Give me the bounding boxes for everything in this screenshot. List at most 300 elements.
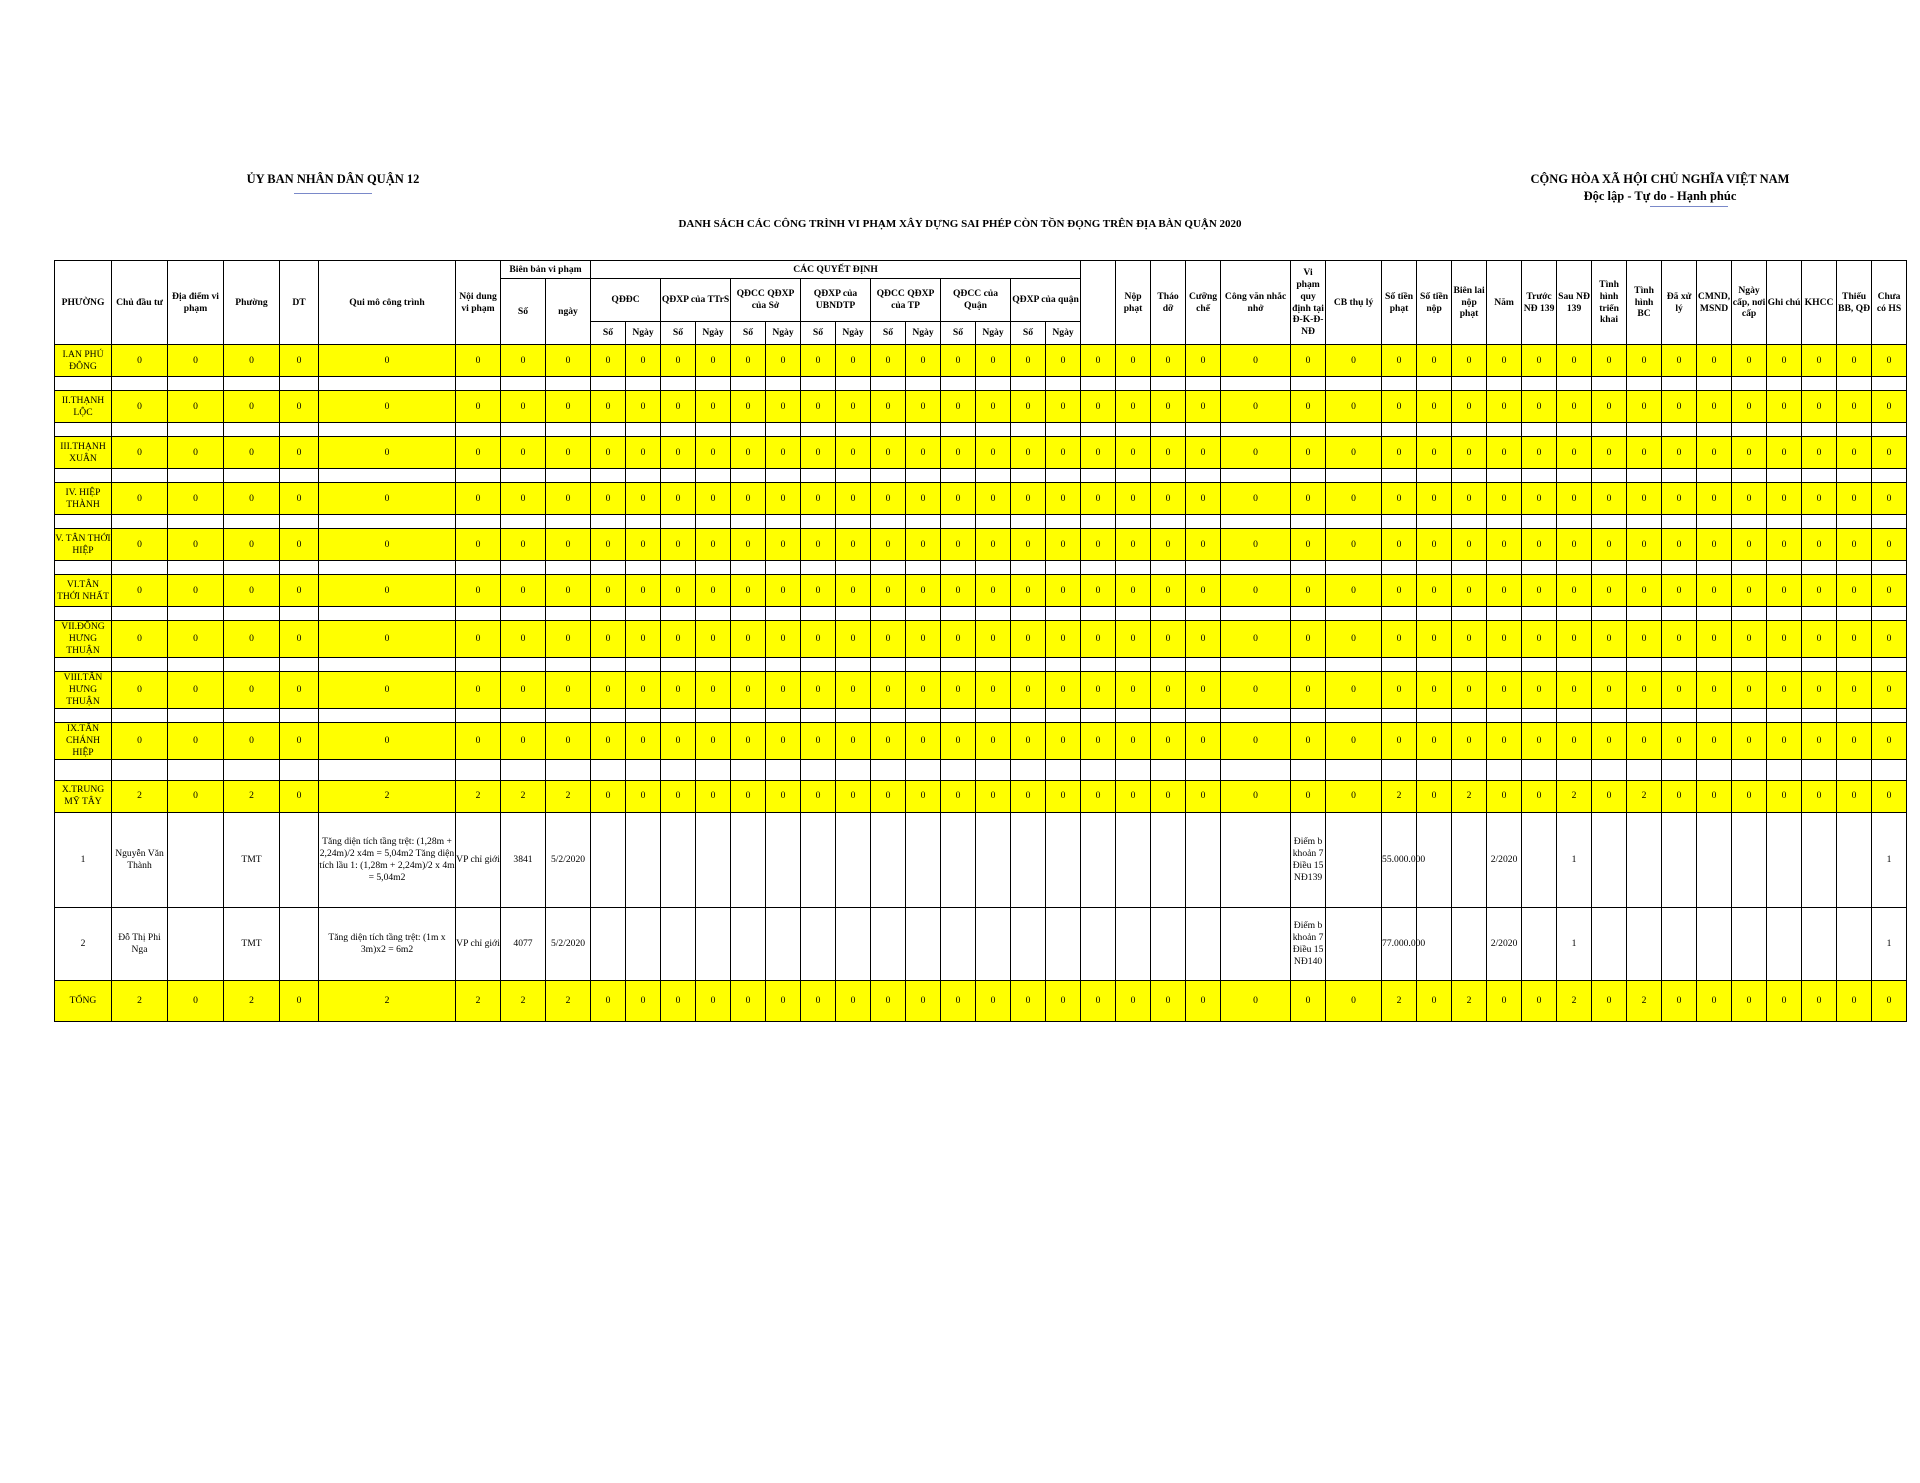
count-cell: 2: [1557, 780, 1592, 812]
empty-cell: [280, 759, 319, 780]
count-cell: 0: [1627, 722, 1662, 759]
count-cell: 0: [1732, 671, 1767, 708]
count-cell: 0: [696, 621, 731, 658]
count-cell: 0: [1662, 980, 1697, 1021]
empty-cell: [1697, 561, 1732, 575]
count-cell: 0: [1627, 483, 1662, 515]
count-cell: 0: [1151, 621, 1186, 658]
empty-cell: [1326, 759, 1382, 780]
count-cell: 0: [1872, 671, 1907, 708]
empty-cell: [1802, 607, 1837, 621]
empty-cell: [456, 657, 501, 671]
empty-cell: [906, 423, 941, 437]
empty-cell: [546, 377, 591, 391]
empty-cell: [836, 561, 871, 575]
col-chu-dau-tu: Chủ đầu tư: [112, 261, 168, 345]
count-cell: 0: [626, 980, 661, 1021]
empty-cell: [1291, 377, 1326, 391]
count-cell: 0: [976, 621, 1011, 658]
count-cell: 0: [1522, 575, 1557, 607]
count-cell: 0: [1697, 722, 1732, 759]
count-cell: 0: [1732, 722, 1767, 759]
empty-cell: [1837, 561, 1872, 575]
empty-cell: [696, 759, 731, 780]
empty-cell: [626, 759, 661, 780]
count-cell: 0: [1662, 483, 1697, 515]
empty-cell: [976, 607, 1011, 621]
empty-cell: [1046, 377, 1081, 391]
col-nop-phat: Nộp phạt: [1116, 261, 1151, 345]
empty-cell: [168, 469, 224, 483]
count-cell: 0: [1046, 437, 1081, 469]
empty-cell: [1487, 469, 1522, 483]
empty-cell: [1186, 812, 1221, 907]
empty-cell: [661, 607, 696, 621]
empty-cell: [871, 561, 906, 575]
empty-cell: [168, 657, 224, 671]
empty-cell: [1487, 423, 1522, 437]
count-cell: 0: [731, 437, 766, 469]
count-cell: 0: [1326, 345, 1382, 377]
count-cell: 0: [1872, 575, 1907, 607]
empty-cell: [1046, 561, 1081, 575]
empty-cell: [696, 812, 731, 907]
col-nam: Năm: [1487, 261, 1522, 345]
count-cell: 0: [941, 483, 976, 515]
empty-cell: [1326, 812, 1382, 907]
count-cell: 0: [224, 575, 280, 607]
count-cell: 2: [112, 980, 168, 1021]
empty-cell: [1522, 708, 1557, 722]
count-cell: 0: [168, 437, 224, 469]
empty-cell: [1186, 708, 1221, 722]
empty-cell: [871, 657, 906, 671]
empty-cell: [1557, 607, 1592, 621]
empty-cell: [1837, 607, 1872, 621]
empty-cell: [1151, 607, 1186, 621]
count-cell: 0: [1592, 575, 1627, 607]
count-cell: 0: [1116, 780, 1151, 812]
count-cell: 0: [1557, 671, 1592, 708]
count-cell: 0: [168, 722, 224, 759]
empty-cell: [1837, 657, 1872, 671]
empty-cell: [168, 423, 224, 437]
count-cell: 0: [766, 483, 801, 515]
empty-cell: [836, 708, 871, 722]
count-cell: 0: [661, 437, 696, 469]
empty-cell: [1697, 607, 1732, 621]
empty-cell: [1662, 607, 1697, 621]
table-row: [55, 812, 1907, 907]
record-after-decree: 1: [1557, 907, 1592, 980]
count-cell: 0: [626, 483, 661, 515]
empty-cell: [1326, 377, 1382, 391]
empty-cell: [661, 812, 696, 907]
record-index: 1: [55, 812, 112, 907]
empty-cell: [1221, 607, 1291, 621]
empty-cell: [801, 469, 836, 483]
empty-cell: [1452, 377, 1487, 391]
count-cell: 0: [280, 529, 319, 561]
count-cell: 0: [112, 575, 168, 607]
count-cell: 0: [1802, 483, 1837, 515]
count-cell: 0: [1116, 671, 1151, 708]
empty-cell: [1452, 561, 1487, 575]
empty-cell: [1837, 708, 1872, 722]
ward-name: TỔNG: [55, 980, 112, 1021]
empty-cell: [661, 759, 696, 780]
empty-cell: [591, 469, 626, 483]
empty-cell: [1291, 515, 1326, 529]
count-cell: 0: [1382, 391, 1417, 423]
count-cell: 0: [941, 722, 976, 759]
empty-cell: [626, 657, 661, 671]
empty-cell: [1522, 561, 1557, 575]
empty-cell: [696, 708, 731, 722]
empty-cell: [1872, 708, 1907, 722]
empty-cell: [1487, 515, 1522, 529]
empty-cell: [546, 759, 591, 780]
count-cell: 0: [501, 671, 546, 708]
count-cell: 0: [1487, 671, 1522, 708]
count-cell: 0: [1697, 621, 1732, 658]
count-cell: 0: [661, 722, 696, 759]
empty-cell: [168, 377, 224, 391]
count-cell: 0: [1221, 780, 1291, 812]
empty-cell: [1116, 708, 1151, 722]
count-cell: 0: [1592, 671, 1627, 708]
col-qd-group: QĐXP của quận: [1011, 279, 1081, 322]
empty-cell: [1186, 759, 1221, 780]
empty-cell: [941, 657, 976, 671]
empty-cell: [766, 607, 801, 621]
count-cell: 0: [626, 391, 661, 423]
empty-cell: [1872, 607, 1907, 621]
empty-cell: [976, 561, 1011, 575]
count-cell: 0: [1186, 483, 1221, 515]
empty-cell: [456, 423, 501, 437]
count-cell: 0: [1697, 980, 1732, 1021]
count-cell: 0: [1697, 780, 1732, 812]
count-cell: 0: [456, 671, 501, 708]
count-cell: 0: [661, 780, 696, 812]
empty-cell: [1767, 907, 1802, 980]
count-cell: 2: [224, 980, 280, 1021]
empty-cell: [1011, 607, 1046, 621]
count-cell: 0: [456, 529, 501, 561]
empty-cell: [1452, 469, 1487, 483]
ward-name: VIII.TÂN HƯNG THUẬN: [55, 671, 112, 708]
col-vi-pham-quy-dinh: Vi phạm quy định tại Đ-K-Đ-NĐ: [1291, 261, 1326, 345]
ward-summary-row: [55, 621, 1907, 658]
count-cell: 0: [1487, 483, 1522, 515]
count-cell: 0: [801, 437, 836, 469]
empty-cell: [1011, 812, 1046, 907]
empty-cell: [836, 377, 871, 391]
count-cell: 0: [766, 529, 801, 561]
count-cell: 0: [1326, 391, 1382, 423]
count-cell: 0: [731, 391, 766, 423]
empty-cell: [224, 657, 280, 671]
count-cell: 0: [941, 345, 976, 377]
count-cell: 0: [1417, 621, 1452, 658]
count-cell: 0: [456, 437, 501, 469]
count-cell: 0: [661, 529, 696, 561]
count-cell: 0: [1382, 345, 1417, 377]
empty-cell: [112, 515, 168, 529]
empty-cell: [1151, 515, 1186, 529]
empty-cell: [1452, 423, 1487, 437]
count-cell: 0: [1011, 483, 1046, 515]
empty-cell: [1221, 423, 1291, 437]
empty-cell: [871, 423, 906, 437]
empty-cell: [906, 907, 941, 980]
count-cell: 0: [766, 722, 801, 759]
count-cell: 0: [731, 671, 766, 708]
count-cell: 2: [501, 980, 546, 1021]
empty-cell: [55, 469, 112, 483]
count-cell: 0: [1522, 671, 1557, 708]
count-cell: 2: [546, 780, 591, 812]
count-cell: 0: [1452, 391, 1487, 423]
count-cell: 2: [1627, 980, 1662, 1021]
count-cell: 0: [1487, 575, 1522, 607]
empty-cell: [1802, 561, 1837, 575]
count-cell: 0: [591, 483, 626, 515]
empty-cell: [1697, 657, 1732, 671]
count-cell: 0: [871, 780, 906, 812]
count-cell: 0: [1186, 437, 1221, 469]
empty-cell: [1732, 759, 1767, 780]
ward-summary-row: [55, 345, 1907, 377]
count-cell: 0: [1326, 483, 1382, 515]
count-cell: 0: [906, 345, 941, 377]
authority-underline: [294, 193, 372, 194]
record-no-file: 1: [1872, 812, 1907, 907]
empty-cell: [591, 759, 626, 780]
count-cell: 0: [1151, 722, 1186, 759]
empty-cell: [1186, 907, 1221, 980]
count-cell: 0: [591, 529, 626, 561]
count-cell: 0: [871, 391, 906, 423]
count-cell: 0: [941, 391, 976, 423]
empty-cell: [1627, 812, 1662, 907]
empty-cell: [1592, 515, 1627, 529]
count-cell: 0: [112, 722, 168, 759]
col-qd-group: QĐXP của TTrS: [661, 279, 731, 322]
count-cell: 0: [1382, 529, 1417, 561]
count-cell: 0: [1452, 529, 1487, 561]
ward-name: VI.TÂN THỚI NHẤT: [55, 575, 112, 607]
count-cell: 0: [591, 621, 626, 658]
count-cell: 0: [661, 621, 696, 658]
empty-cell: [976, 657, 1011, 671]
count-cell: 0: [1116, 483, 1151, 515]
count-cell: 0: [836, 575, 871, 607]
empty-cell: [1081, 469, 1116, 483]
count-cell: 2: [112, 780, 168, 812]
empty-cell: [1186, 469, 1221, 483]
blank-header-cell: [1081, 261, 1116, 279]
count-cell: 0: [1557, 483, 1592, 515]
count-cell: 0: [1522, 529, 1557, 561]
spacer-row: [55, 377, 1907, 391]
empty-cell: [1732, 708, 1767, 722]
empty-cell: [1837, 469, 1872, 483]
empty-cell: [55, 377, 112, 391]
col-qd-group: QĐCC QĐXP của Sở: [731, 279, 801, 322]
empty-cell: [661, 657, 696, 671]
count-cell: 0: [501, 722, 546, 759]
empty-cell: [1382, 469, 1417, 483]
count-cell: 0: [1452, 575, 1487, 607]
count-cell: 0: [871, 722, 906, 759]
empty-cell: [1662, 812, 1697, 907]
empty-cell: [319, 377, 456, 391]
count-cell: 0: [1326, 722, 1382, 759]
count-cell: 0: [661, 483, 696, 515]
col-qd-group: QĐXP của UBNDTP: [801, 279, 871, 322]
count-cell: 0: [1186, 345, 1221, 377]
count-cell: 0: [1557, 722, 1592, 759]
col-phuong-group: PHƯỜNG: [55, 261, 112, 345]
col-cb-thu-ly: CB thụ lý: [1326, 261, 1382, 345]
empty-cell: [941, 469, 976, 483]
count-cell: 0: [1221, 437, 1291, 469]
count-cell: 0: [976, 980, 1011, 1021]
empty-cell: [1326, 657, 1382, 671]
empty-cell: [1081, 377, 1116, 391]
empty-cell: [766, 759, 801, 780]
empty-cell: [976, 708, 1011, 722]
count-cell: 0: [1627, 345, 1662, 377]
count-cell: 0: [1592, 722, 1627, 759]
count-cell: 0: [1011, 621, 1046, 658]
count-cell: 0: [546, 483, 591, 515]
count-cell: 0: [501, 391, 546, 423]
count-cell: 0: [168, 621, 224, 658]
count-cell: 0: [1592, 980, 1627, 1021]
count-cell: 0: [1802, 980, 1837, 1021]
count-cell: 2: [224, 780, 280, 812]
count-cell: 0: [1221, 621, 1291, 658]
count-cell: 0: [1081, 621, 1116, 658]
empty-cell: [591, 423, 626, 437]
record-regulation: Điểm b khoản 7 Điều 15 NĐ139: [1291, 812, 1326, 907]
count-cell: 0: [1046, 722, 1081, 759]
empty-cell: [1662, 423, 1697, 437]
empty-cell: [696, 515, 731, 529]
count-cell: 0: [319, 391, 456, 423]
col-cac-quyet-dinh: CÁC QUYẾT ĐỊNH: [591, 261, 1081, 279]
count-cell: 0: [1732, 575, 1767, 607]
count-cell: 0: [871, 575, 906, 607]
count-cell: 0: [941, 621, 976, 658]
count-cell: 0: [1382, 575, 1417, 607]
empty-cell: [55, 657, 112, 671]
count-cell: 0: [1557, 621, 1592, 658]
count-cell: 0: [1872, 621, 1907, 658]
empty-cell: [1326, 708, 1382, 722]
spacer-row: [55, 759, 1907, 780]
empty-cell: [766, 708, 801, 722]
count-cell: 0: [591, 345, 626, 377]
empty-cell: [801, 423, 836, 437]
empty-cell: [55, 708, 112, 722]
ward-name: IX.TÂN CHÁNH HIỆP: [55, 722, 112, 759]
empty-cell: [1186, 377, 1221, 391]
empty-cell: [1326, 469, 1382, 483]
count-cell: 0: [501, 621, 546, 658]
empty-cell: [168, 759, 224, 780]
count-cell: 0: [1011, 391, 1046, 423]
count-cell: 0: [224, 483, 280, 515]
count-cell: 0: [696, 391, 731, 423]
count-cell: 0: [546, 391, 591, 423]
empty-cell: [1221, 907, 1291, 980]
count-cell: 0: [801, 345, 836, 377]
col-so-tien-phat: Số tiền phạt: [1382, 261, 1417, 345]
col-sub-ngay: Ngày: [1046, 322, 1081, 345]
empty-cell: [976, 469, 1011, 483]
count-cell: 0: [501, 529, 546, 561]
count-cell: 0: [626, 345, 661, 377]
count-cell: 0: [319, 621, 456, 658]
count-cell: 0: [1046, 483, 1081, 515]
empty-cell: [1627, 657, 1662, 671]
count-cell: 0: [1291, 621, 1326, 658]
count-cell: 0: [456, 483, 501, 515]
empty-cell: [696, 657, 731, 671]
count-cell: 0: [1557, 391, 1592, 423]
empty-cell: [1382, 657, 1417, 671]
count-cell: 0: [1452, 671, 1487, 708]
count-cell: 0: [319, 345, 456, 377]
count-cell: 0: [1452, 621, 1487, 658]
count-cell: 0: [1116, 529, 1151, 561]
count-cell: 0: [976, 483, 1011, 515]
empty-cell: [1452, 708, 1487, 722]
empty-cell: [1802, 708, 1837, 722]
empty-cell: [319, 759, 456, 780]
count-cell: 0: [1592, 621, 1627, 658]
count-cell: 0: [801, 671, 836, 708]
record-fine-amount: 77.000.000: [1382, 907, 1417, 980]
count-cell: 0: [1291, 345, 1326, 377]
empty-cell: [280, 708, 319, 722]
record-report-date: 5/2/2020: [546, 812, 591, 907]
col-cuong-che: Cưỡng chế: [1186, 261, 1221, 345]
empty-cell: [112, 377, 168, 391]
empty-cell: [112, 469, 168, 483]
count-cell: 2: [456, 780, 501, 812]
empty-cell: [1592, 607, 1627, 621]
issuing-authority-name: ỦY BAN NHÂN DÂN QUẬN 12: [246, 172, 420, 186]
count-cell: 0: [766, 980, 801, 1021]
count-cell: 0: [836, 345, 871, 377]
empty-cell: [766, 423, 801, 437]
count-cell: 0: [836, 980, 871, 1021]
empty-cell: [1767, 377, 1802, 391]
empty-cell: [1116, 377, 1151, 391]
count-cell: 0: [1487, 980, 1522, 1021]
count-cell: 0: [1557, 575, 1592, 607]
empty-cell: [1872, 657, 1907, 671]
count-cell: 0: [1872, 437, 1907, 469]
empty-cell: [1382, 759, 1417, 780]
count-cell: 0: [1081, 722, 1116, 759]
record-index: 2: [55, 907, 112, 980]
